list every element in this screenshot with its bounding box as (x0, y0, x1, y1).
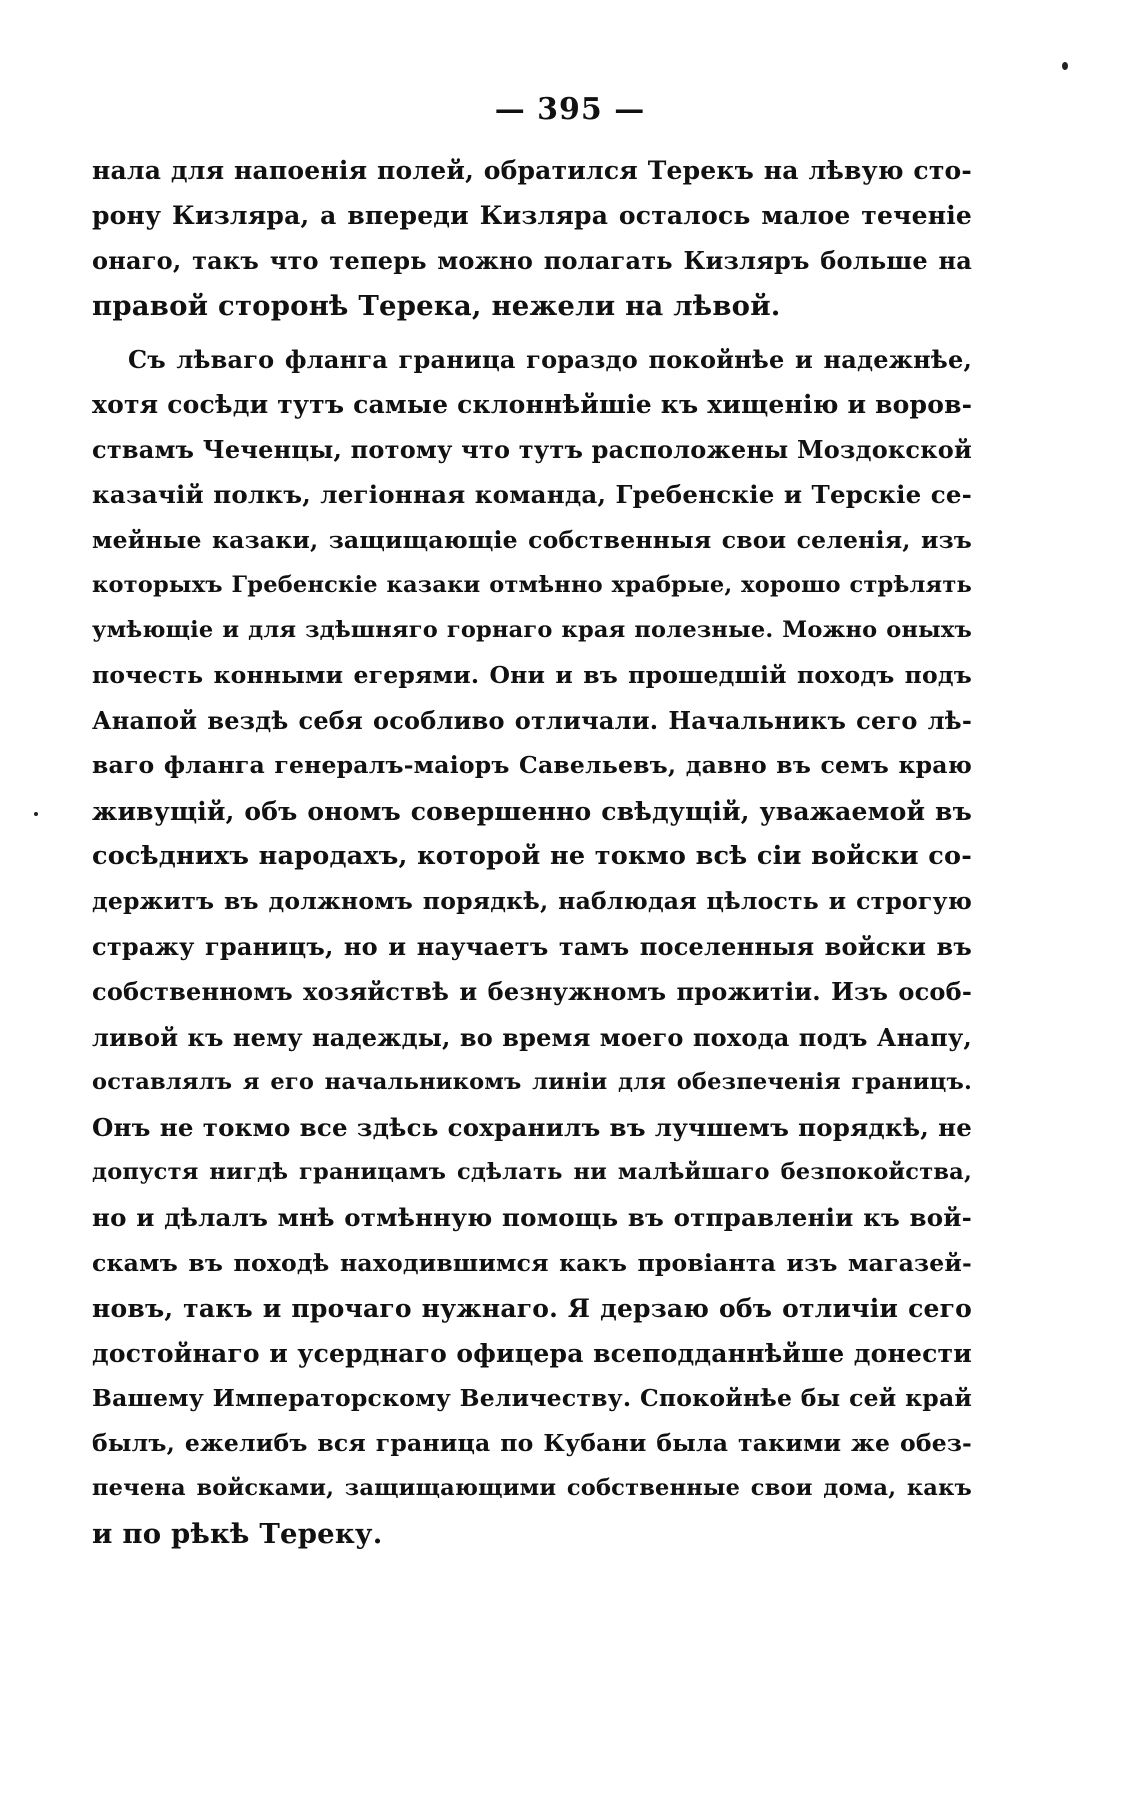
text-line: собственномъ хозяйствѣ и безнужномъ прожитіи. Изъ особ- (92, 977, 972, 1007)
text-line: но и дѣлалъ мнѣ отмѣнную помощь въ отправленіи къ вой- (92, 1203, 972, 1233)
page-number: — 395 — (494, 92, 646, 127)
text-line: допустя нигдѣ границамъ сдѣлать ни малѣйшаго безпокойства, (92, 1159, 972, 1186)
text-line: ствамъ Чеченцы, потому что тутъ расположены Моздокской (92, 435, 972, 465)
text-line: печена войсками, защищающими собственные свои дома, какъ (92, 1475, 972, 1502)
paragraph (92, 148, 972, 329)
text-line: держитъ въ должномъ порядкѣ, наблюдая цѣлость и строгую (92, 887, 972, 915)
scan-speck (1062, 62, 1068, 70)
text-line: Съ лѣваго фланга граница гораздо покойнѣе и надежнѣе, (128, 344, 972, 374)
text-line: умѣющіе и для здѣшняго горнаго края полезные. Можно оныхъ (92, 616, 972, 643)
text-line: ваго фланга генералъ-маіоръ Савельевъ, давно въ семъ краю (92, 751, 972, 780)
scan-speck (34, 812, 38, 816)
text-line: Онъ не токмо все здѣсь сохранилъ въ лучшемъ порядкѣ, не (92, 1112, 972, 1142)
text-line: достойнаго и усерднаго офицера всеподданнѣйше донести (92, 1338, 972, 1368)
text-line: казачій полкъ, легіонная команда, Гребенскіе и Терскіе се- (92, 480, 972, 510)
text-line: оставлялъ я его начальникомъ линіи для обезпеченія границъ. (92, 1068, 972, 1095)
text-line: живущій, объ ономъ совершенно свѣдущій, уважаемой въ (92, 796, 972, 826)
text-line: правой сторонѣ Терека, нежели на лѣвой. (92, 289, 781, 322)
text-line: новъ, такъ и прочаго нужнаго. Я дерзаю объ отличіи сего (92, 1293, 972, 1323)
text-line: онаго, такъ что теперь можно полагать Кизляръ больше на (92, 246, 972, 276)
paragraph (92, 337, 972, 1557)
text-line: и по рѣкѣ Тереку. (92, 1517, 383, 1550)
text-line: рону Кизляра, а впереди Кизляра осталось малое теченіе (92, 201, 972, 231)
text-line: почесть конными егерями. Они и въ прошедшій походъ подъ (92, 661, 972, 690)
text-line: стражу границъ, но и научаетъ тамъ поселенныя войски въ (92, 932, 972, 962)
text-line: скамъ въ походѣ находившимся какъ провіанта изъ магазей- (92, 1248, 972, 1277)
text-line: ливой къ нему надежды, во время моего похода подъ Анапу, (92, 1022, 972, 1052)
text-line: Анапой вездѣ себя особливо отличали. Начальникъ сего лѣ- (92, 706, 972, 736)
body-text (92, 148, 972, 1557)
text-line: которыхъ Гребенскіе казаки отмѣнно храбрые, хорошо стрѣлять (92, 571, 972, 598)
text-line: хотя сосѣди тутъ самые склоннѣйшіе къ хищенію и воров- (92, 389, 973, 419)
text-line: былъ, ежелибъ вся граница по Кубани была такими же обез- (92, 1429, 972, 1458)
text-line: сосѣднихъ народахъ, которой не токмо всѣ сіи войски со- (92, 840, 972, 871)
text-line: мейные казаки, защищающіе собственныя свои селенія, изъ (92, 525, 972, 554)
text-line: Вашему Императорскому Величеству. Спокойнѣе бы сей край (92, 1384, 972, 1413)
text-line: нала для напоенія полей, обратился Терекъ на лѣвую сто- (92, 156, 972, 185)
